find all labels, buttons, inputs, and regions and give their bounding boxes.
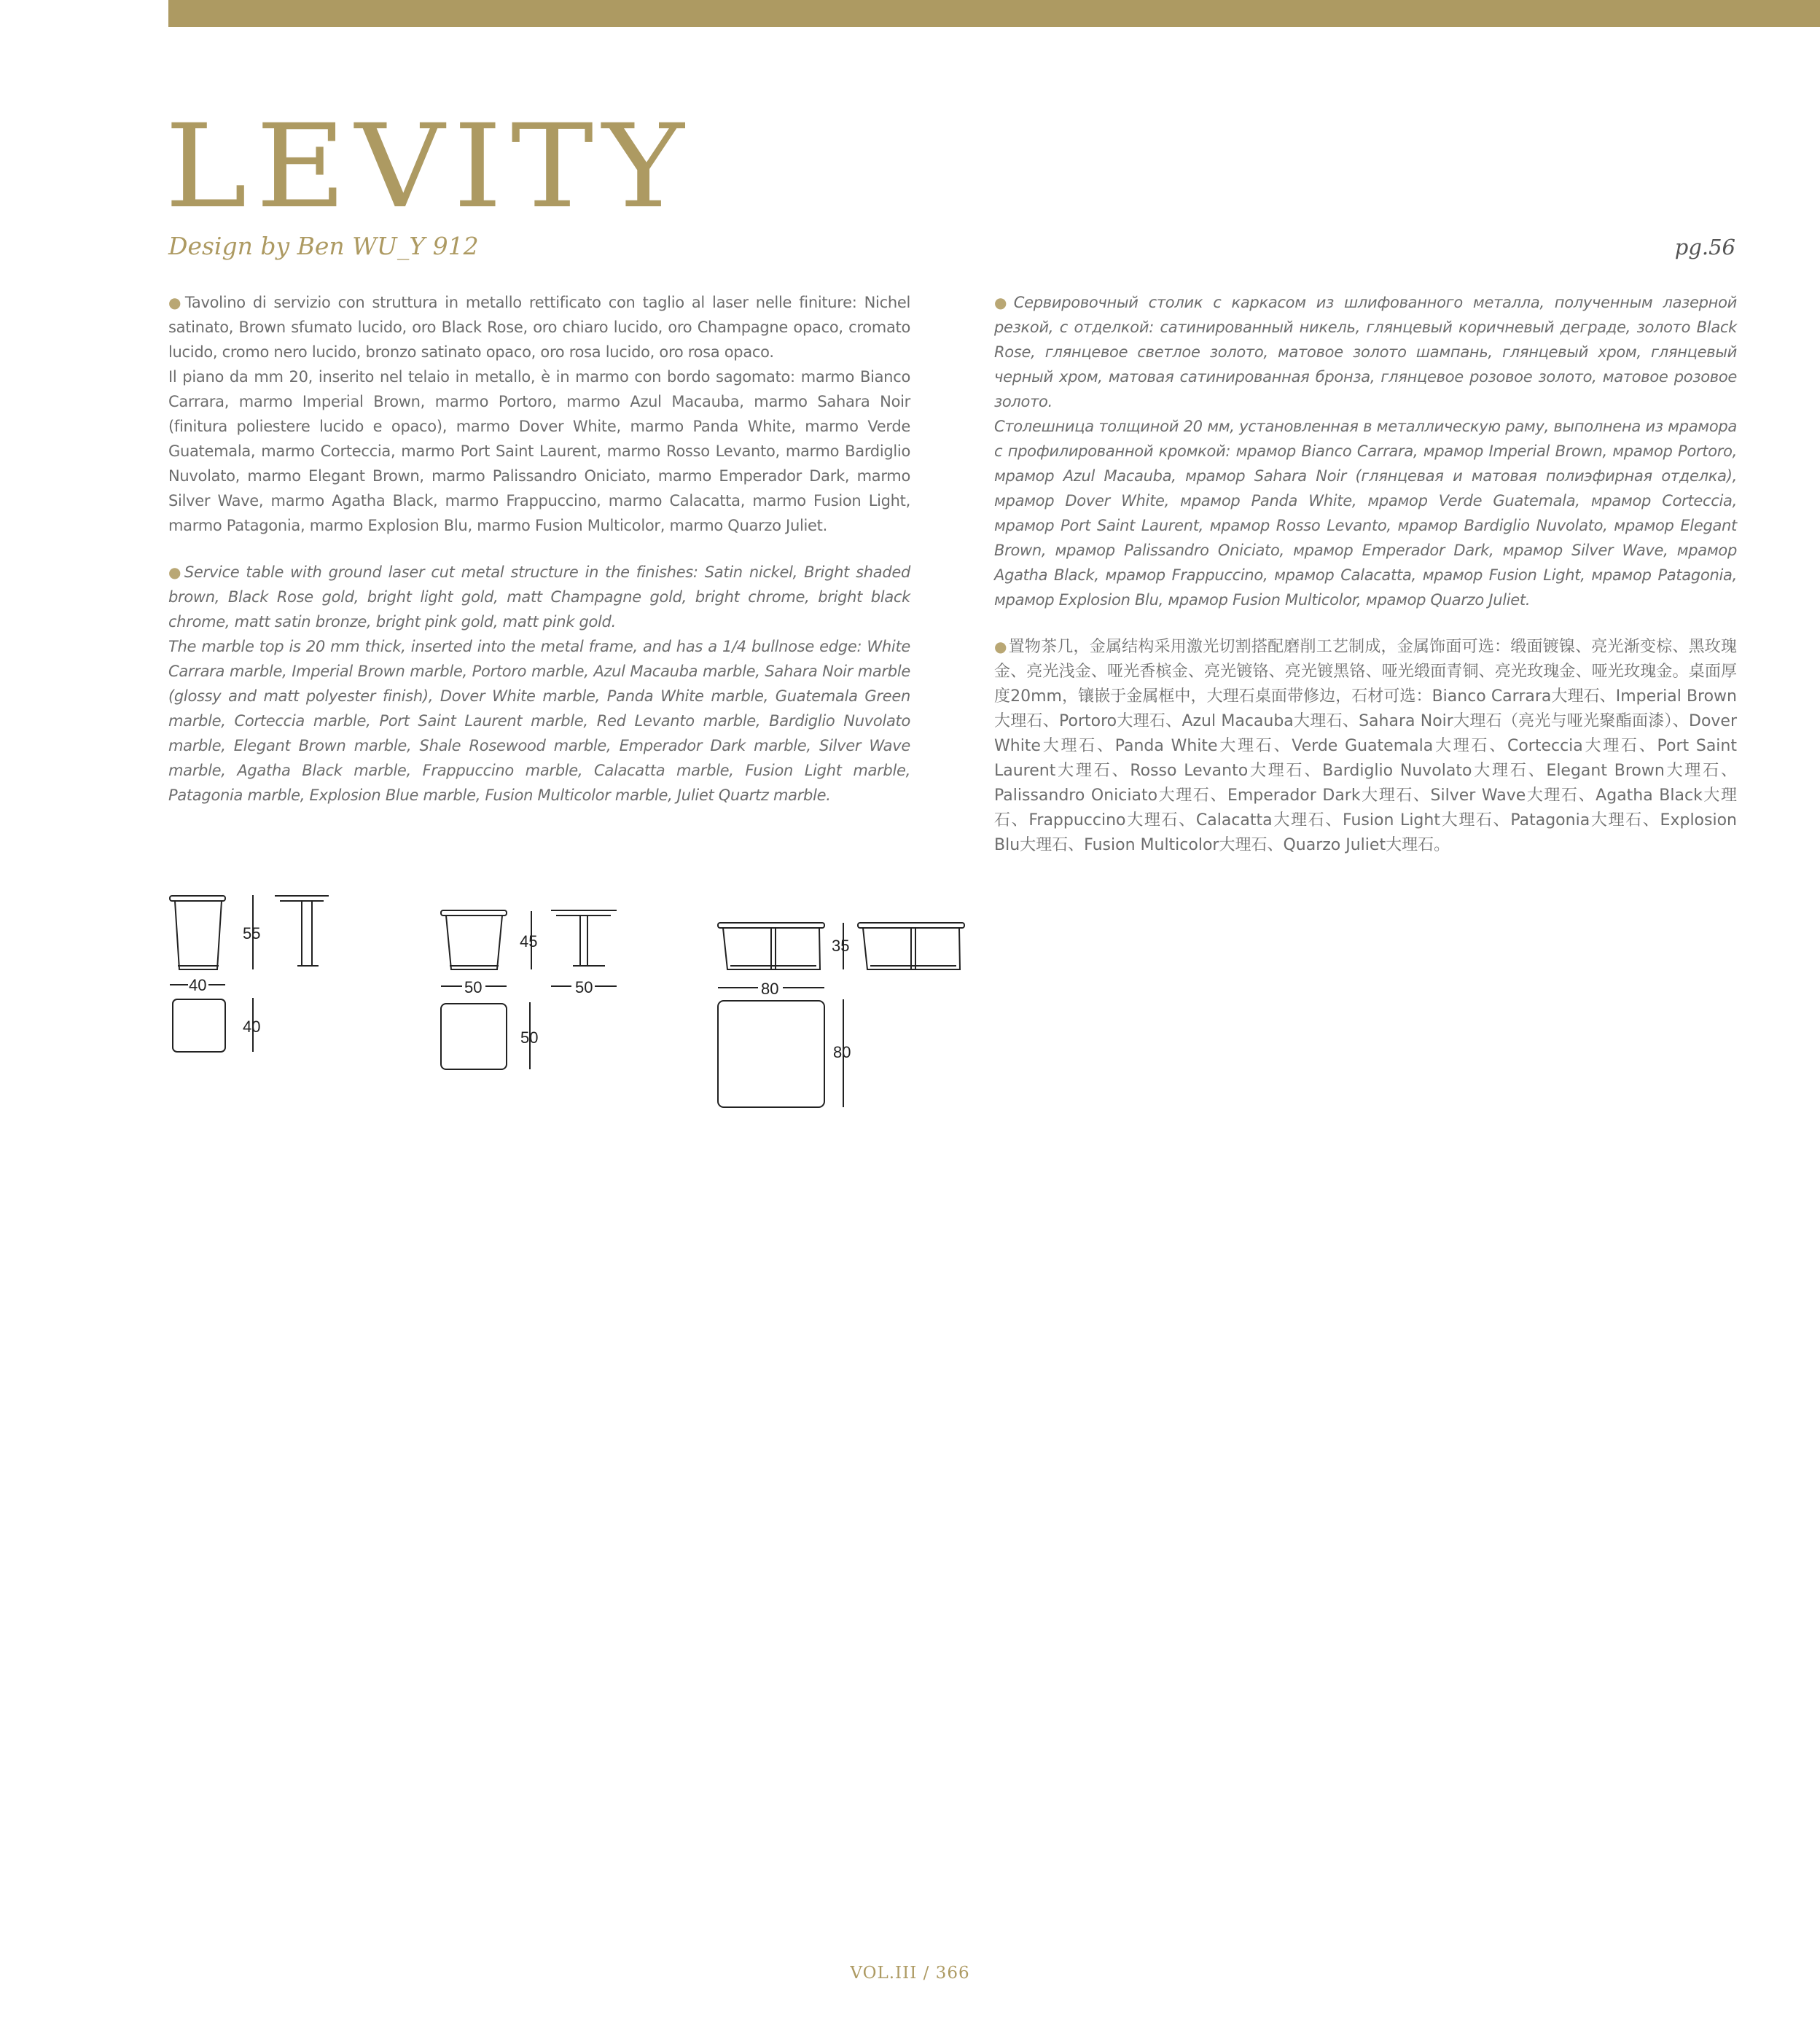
russian-paragraph-1: Сервировочный столик с каркасом из шлифованного металла, полученным лазерной резкой, с отделкой: сатинированный никель, глянцевый коричневый деграде, золото Black Rose, глянцевое светлое золото, матовое золото шампань, глянцевый хром, глянцевый черный хром, матовая сатинированная бронза, глянцевое розовое золото, матовое розовое золото. xyxy=(994,294,1737,410)
large-width-label: 80 xyxy=(761,980,779,998)
bullet-icon: ● xyxy=(168,294,184,311)
medium-table-front-view xyxy=(441,910,531,969)
volume-footer: VOL.III / 366 xyxy=(850,1964,970,1983)
bullet-icon: ● xyxy=(994,638,1007,655)
large-depth-label: 80 xyxy=(833,1043,851,1061)
medium-height-label: 45 xyxy=(520,932,538,950)
page-reference: pg.56 xyxy=(1674,235,1735,259)
large-table-front-view xyxy=(718,923,843,969)
chinese-paragraph-1: 置物茶几，金属结构采用激光切割搭配磨削工艺制成，金属饰面可选：缎面镀镍、亮光渐变棕、黑玫瑰金、亮光浅金、哑光香槟金、亮光镀铬、亮光镀黑铬、哑光缎面青铜、亮光玫瑰金、哑光玫瑰金。桌面厚度20mm，镶嵌于金属框中，大理石桌面带修边，石材可选：Bianco Carrara大理石、Imperial Brown大理石、Portoro大理石、Azul Macauba大理石、Sahara Noir大理石（亮光与哑光聚酯面漆）、Dover White大理石、Panda White大理石、Verde Guatemala大理石、Corteccia大理石、Port Saint Laurent大理石、Rosso Levanto大理石、Bardiglio Nuvolato大理石、Elegant Brown大理石、Palissandro Oniciato大理石、Emperador Dark大理石、Silver Wave大理石、Agatha Black大理石、Frappuccino大理石、Calacatta大理石、Fusion Light大理石、Patagonia大理石、Explosion Blu大理石、Fusion Multicolor大理石、Quarzo Juliet大理石。 xyxy=(994,638,1737,854)
medium-width-label: 50 xyxy=(464,978,483,996)
small-table-side-view xyxy=(275,896,329,966)
italian-paragraph-2: Il piano da mm 20, inserito nel telaio in metallo, è in marmo con bordo sagomato: marmo Bianco Carrara, marmo Imperial Brown, marmo Portoro, marmo Azul Macauba, marmo Sahara Noir (finitura poliestere lucido e opaco), marmo Dover White, marmo Panda White, marmo Verde Guatemala, marmo Corteccia, marmo Port Saint Laurent, marmo Rosso Levanto, marmo Bardiglio Nuvolato, marmo Elegant Brown, marmo Palissandro Oniciato, marmo Emperador Dark, marmo Silver Wave, marmo Agatha Black, marmo Frappuccino, marmo Calacatta, marmo Fusion Light, marmo Patagonia, marmo Explosion Blu, marmo Fusion Multicolor, marmo Quarzo Juliet. xyxy=(168,368,910,534)
designer-credit: Design by Ben WU_Y 912 xyxy=(168,232,479,260)
small-height-label: 55 xyxy=(243,924,261,942)
italian-paragraph-1: Tavolino di servizio con struttura in metallo rettificato con taglio al laser nelle finiture: Nichel satinato, Brown sfumato lucido, oro Black Rose, oro chiaro lucido, oro Champagne opaco, cromato lucido, cromo nero lucido, bronzo satinato opaco, oro rosa lucido, oro rosa opaco. xyxy=(168,294,911,361)
large-table-top-view xyxy=(718,999,843,1107)
large-table-side-view xyxy=(858,923,964,969)
bullet-icon: ● xyxy=(168,563,183,581)
medium-depth-label: 50 xyxy=(520,1028,539,1047)
bullet-icon: ● xyxy=(994,294,1012,311)
small-depth-label: 40 xyxy=(243,1018,261,1036)
russian-paragraph-2: Столешница толщиной 20 мм, установленная в металлическую раму, выполнена из мрамора с профилированной кромкой: мрамор Bianco Carrara, мрамор Imperial Brown, мрамор Portoro, мрамор Azul Macauba, мрамор Sahara Noir (глянцевая и матовая полиэфирная отделка), мрамор Dover White, мрамор Panda White, мрамор Verde Guatemala, мрамор Corteccia, мрамор Port Saint Laurent, мрамор Rosso Levanto, мрамор Bardiglio Nuvolato, мрамор Elegant Brown, мрамор Palissandro Oniciato, мрамор Emperador Dark, мрамор Silver Wave, мрамор Agatha Black, мрамор Frappuccino, мрамор Calacatta, мрамор Fusion Light, мрамор Patagonia, мрамор Explosion Blu, мрамор Fusion Multicolor, мрамор Quarzo Juliet. xyxy=(994,418,1737,609)
english-paragraph-1: Service table with ground laser cut metal structure in the finishes: Satin nickel, Bright shaded brown, Black Rose gold, bright light gold, matt Champagne gold, bright chrome, bright black chrome, matt satin bronze, bright pink gold, matt pink gold. xyxy=(168,563,910,631)
small-width-label: 40 xyxy=(189,976,207,994)
small-table-front-view xyxy=(170,895,253,969)
medium-table-top-view xyxy=(441,1002,530,1069)
medium-side-width-label: 50 xyxy=(575,978,593,996)
small-table-top-view xyxy=(173,998,253,1052)
medium-table-side-view xyxy=(551,910,617,966)
product-title: LEVITY xyxy=(165,99,693,235)
large-height-label: 35 xyxy=(832,937,850,955)
english-paragraph-2: The marble top is 20 mm thick, inserted into the metal frame, and has a 1/4 bullnose edge: White Carrara marble, Imperial Brown marble, Portoro marble, Azul Macauba marble, Sahara Noir marble (glossy and matt polyester finish), Dover White marble, Panda White marble, Guatemala Green marble, Corteccia marble, Port Saint Laurent marble, Red Levanto marble, Bardiglio Nuvolato marble, Elegant Brown marble, Shale Rosewood marble, Emperador Dark marble, Silver Wave marble, Agatha Black marble, Frappuccino marble, Calacatta marble, Fusion Light marble, Patagonia marble, Explosion Blue marble, Fusion Multicolor marble, Juliet Quartz marble. xyxy=(168,638,910,804)
